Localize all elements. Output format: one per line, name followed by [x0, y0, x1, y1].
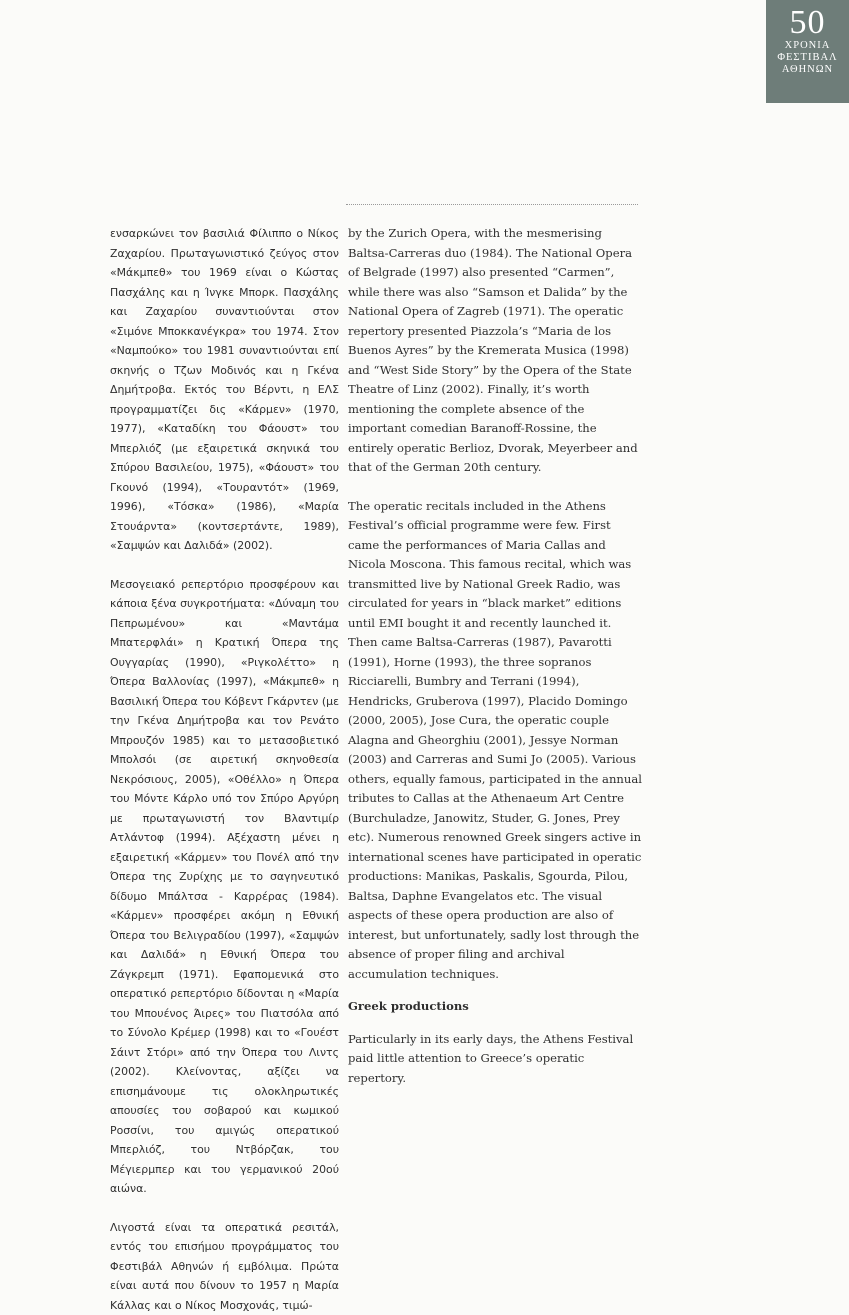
badge-number: 50	[766, 6, 849, 40]
dotted-divider	[346, 204, 638, 205]
badge-line-3: ΑΘΗΝΩΝ	[766, 64, 849, 76]
english-paragraph-3: Particularly in its early days, the Athens Festival paid little attention to Greece’s operatic repertory.	[348, 1030, 643, 1089]
greek-paragraph-3: Λιγοστά είναι τα οπερατικά ρεσιτάλ, εντός του επισήμου προγράμματος του Φεστιβάλ Αθηνών ή εμβόλιμα. Πρώτα είναι αυτά που δίνουν το 1957 η Μαρία Κάλλας και ο Νίκος Μοσχονάς, τιμώ-	[110, 1218, 339, 1315]
greek-paragraph-1: ενσαρκώνει τον βασιλιά Φίλιππο ο Νίκος Ζαχαρίου. Πρωταγωνιστικό ζεύγος στον «Μάκμπεθ» του 1969 είναι ο Κώστας Πασχάλης και η Ίνγκε Μπορκ. Πασχάλης και Ζαχαρίου συναντιούνται στον «Σιμόνε Μποκκανέγκρα» του 1974. Στον «Ναμπούκο» του 1981 συναντιούνται επί σκηνής ο Τζων Μοδινός και η Γκένα Δημήτροβα. Εκτός του Βέρντι, η ΕΛΣ προγραμματίζει δις «Κάρμεν» (1970, 1977), «Καταδίκη του Φάουστ» του Μπερλιόζ (με εξαιρετικά σκηνικά του Σπύρου Βασιλείου, 1975), «Φάουστ» του Γκουνό (1994), «Τουραντότ» (1969, 1996), «Τόσκα» (1986), «Μαρία Στουάρντα» (κοντσερτάντε, 1989), «Σαμψών και Δαλιδά» (2002).	[110, 224, 339, 556]
festival-anniversary-badge	[766, 0, 849, 103]
greek-paragraph-2: Μεσογειακό ρεπερτόριο προσφέρουν και κάποια ξένα συγκροτήματα: «Δύναμη του Πεπρωμένου» και «Μαντάμα Μπατερφλάι» η Κρατική Όπερα της Ουγγαρίας (1990), «Ριγκολέττο» η Όπερα Βαλλονίας (1997), «Μάκμπεθ» η Βασιλική Όπερα του Κόβεντ Γκάρντεν (με την Γκένα Δημήτροβα και τον Ρενάτο Μπρουζόν 1985) και το μετασοβιετικό Μπολσόι (σε αιρετική σκηνοθεσία Νεκρόσιους, 2005), «Οθέλλο» η Όπερα του Μόντε Κάρλο υπό τον Σπύρο Αργύρη με πρωταγωνιστή τον Βλαντιμίρ Ατλάντοφ (1994). Αξέχαστη μένει η εξαιρετική «Κάρμεν» του Πονέλ από την Όπερα της Ζυρίχης με το σαγηνευτικό δίδυμο Μπάλτσα - Καρρέρας (1984). «Κάρμεν» προσφέρει ακόμη η Εθνική Όπερα του Βελιγραδίου (1997), «Σαμψών και Δαλιδά» η Εθνική Όπερα του Ζάγκρεμπ (1971). Εφαπομενικά στο οπερατικό ρεπερτόριο δίδονται η «Μαρία του Μπουένος Άιρες» του Πιατσόλα από το Σύνολο Κρέμερ (1998) και το «Γουέστ Σάιντ Στόρι» από την Όπερα του Λιντς (2002). Κλείνοντας, αξίζει να επισημάνουμε τις ολοκληρωτικές απουσίες του σοβαρού και κωμικού Ροσσίνι, του αμιγώς οπερατικού Μπερλιόζ, του Ντβόρζακ, του Μέγιερμπερ και του γερμανικού 20ού αιώνα.	[110, 575, 339, 1199]
english-text-column	[348, 224, 643, 1088]
greek-text-column	[110, 224, 339, 1315]
english-paragraph-2: The operatic recitals included in the Athens Festival’s official programme were few. First came the performances of Maria Callas and Nicola Moscona. This famous recital, which was transmitted live by National Greek Radio, was circulated for years in “black market” editions until EMI bought it and recently launched it. Then came Baltsa-Carreras (1987), Pavarotti (1991), Horne (1993), the three sopranos Ricciarelli, Bumbry and Terrani (1994), Hendricks, Gruberova (1997), Placido Domingo (2000, 2005), Jose Cura, the operatic couple Alagna and Gheorghiu (2001), Jessye Norman (2003) and Carreras and Sumi Jo (2005). Various others, equally famous, participated in the annual tributes to Callas at the Athenaeum Art Centre (Burchuladze, Janowitz, Studer, G. Jones, Prey etc). Numerous renowned Greek singers active in international scenes have participated in operatic productions: Manikas, Paskalis, Sgourda, Pilou, Baltsa, Daphne Evangelatos etc. The visual aspects of these opera production are also of interest, but unfortunately, sadly lost through the absence of proper filing and archival accumulation techniques.	[348, 497, 643, 985]
badge-line-1: ΧΡΟΝΙΑ	[766, 40, 849, 52]
english-paragraph-1: by the Zurich Opera, with the mesmerising Baltsa-Carreras duo (1984). The National Opera of Belgrade (1997) also presented “Carmen”, while there was also “Samson et Dalida” by the National Opera of Zagreb (1971). The operatic repertory presented Piazzola’s “Maria de los Buenos Ayres” by the Kremerata Musica (1998) and “West Side Story” by the Opera of the State Theatre of Linz (2002). Finally, it’s worth mentioning the complete absence of the important comedian Baranoff-Rossine, the entirely operatic Berlioz, Dvorak, Meyerbeer and that of the German 20th century.	[348, 224, 643, 478]
section-heading-greek-productions: Greek productions	[348, 997, 643, 1017]
badge-line-2: ΦΕΣΤΙΒΑΛ	[766, 52, 849, 64]
